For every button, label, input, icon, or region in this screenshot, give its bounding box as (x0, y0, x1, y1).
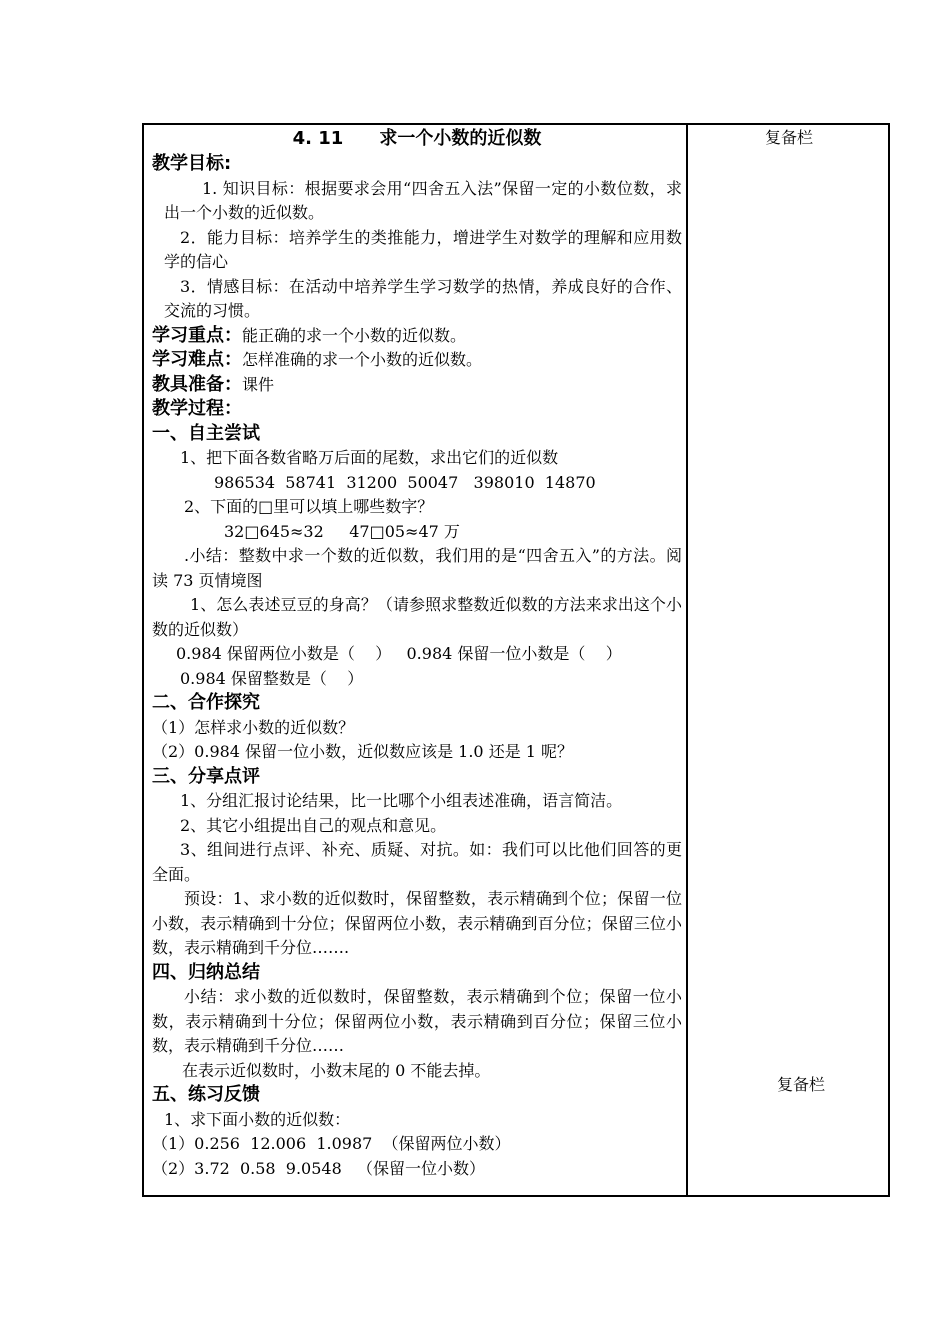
tools-text: 课件 (242, 374, 275, 394)
goals-heading: 教学目标: (152, 153, 232, 174)
s1-summary: .小结：整数中求一个数的近似数，我们用的是“四舍五入”的方法。阅读 73 页情境图 (152, 546, 682, 590)
s5-exercise-b: （2）3.72 0.58 9.0548 （保留一位小数） (152, 1158, 486, 1178)
process-heading: 教学过程： (152, 398, 242, 419)
side-label-bottom: 复备栏 (776, 1075, 825, 1094)
s1-question-1: 1、把下面各数省略万后面的尾数，求出它们的近似数 (180, 448, 559, 467)
difficult-point (152, 348, 682, 373)
goal-knowledge: 1. 知识目标：根据要求会用“四舍五入法”保留一定的小数位数，求出一个小数的近似数。 (164, 178, 682, 222)
s3-point-3: 3、组间进行点评、补充、质疑、对抗。如：我们可以比他们回答的更全面。 (152, 840, 682, 884)
s2-question-1: （1）怎样求小数的近似数？ (152, 717, 355, 737)
section-4-heading: 四、归纳总结 (152, 961, 260, 983)
section-2-heading: 二、合作探究 (152, 692, 260, 713)
s1-question-2: 2、下面的□里可以填上哪些数字？ (184, 497, 434, 516)
s1-question-2-items: 32□645≈32 47□05≈47 万 (224, 521, 460, 541)
s3-preset: 预设：1、求小数的近似数时，保留整数，表示精确到个位；保留一位小数，表示精确到十分位；保留两位小数，表示精确到百分位；保留三位小数，表示精确到千分位……. (152, 889, 682, 957)
tools-label: 教具准备： (152, 373, 242, 395)
s4-note: 在表示近似数时，小数末尾的 0 不能去掉。 (182, 1060, 491, 1080)
s3-point-1: 1、分组汇报讨论结果，比一比哪个小组表述准确，语言简洁。 (180, 791, 623, 810)
lesson-title (152, 126, 682, 152)
teaching-tools (152, 373, 682, 398)
s3-point-2: 2、其它小组提出自己的观点和意见。 (180, 815, 447, 835)
key-label: 学习重点： (152, 324, 242, 346)
s2-question-2: （2）0.984 保留一位小数，近似数应该是 1.0 还是 1 呢？ (152, 742, 574, 761)
side-label-top: 复备栏 (764, 128, 813, 147)
column-divider (686, 123, 688, 1197)
lesson-number: 4. 11 (292, 128, 344, 149)
s1-question-3: 1、怎么表述豆豆的身高？（请参照求整数近似数的方法来求出这个小数的近似数） (152, 595, 682, 639)
difficult-label: 学习难点： (152, 349, 242, 370)
section-3-heading: 三、分享点评 (152, 765, 260, 787)
key-point (152, 324, 682, 349)
s5-exercise-a: （1）0.256 12.006 1.0987 （保留两位小数） (152, 1134, 511, 1153)
goal-emotion: 3．情感目标：在活动中培养学生学习数学的热情，养成良好的合作、交流的习惯。 (164, 276, 682, 320)
lesson-title-text: 求一个小数的近似数 (379, 128, 542, 149)
difficult-text: 怎样准确的求一个小数的近似数。 (242, 350, 483, 369)
s1-numbers: 986534 58741 31200 50047 398010 14870 (214, 472, 596, 492)
section-5-heading: 五、练习反馈 (152, 1084, 260, 1105)
key-text: 能正确的求一个小数的近似数。 (242, 325, 467, 345)
goal-ability: 2．能力目标：培养学生的类推能力，增进学生对数学的理解和应用数学的信心 (164, 227, 682, 271)
s4-summary: 小结：求小数的近似数时，保留整数，表示精确到个位；保留一位小数，表示精确到十分位；保留两位小数，表示精确到百分位；保留三位小数，表示精确到千分位…… (152, 987, 682, 1055)
s1-question-3-b: 0.984 保留整数是（ ） (180, 668, 364, 688)
s5-question-1: 1、求下面小数的近似数： (164, 1109, 351, 1129)
s1-question-3-a: 0.984 保留两位小数是（ ） 0.984 保留一位小数是（ ） (176, 644, 622, 663)
section-1-heading: 一、自主尝试 (152, 422, 260, 444)
lesson-content (152, 126, 682, 1181)
